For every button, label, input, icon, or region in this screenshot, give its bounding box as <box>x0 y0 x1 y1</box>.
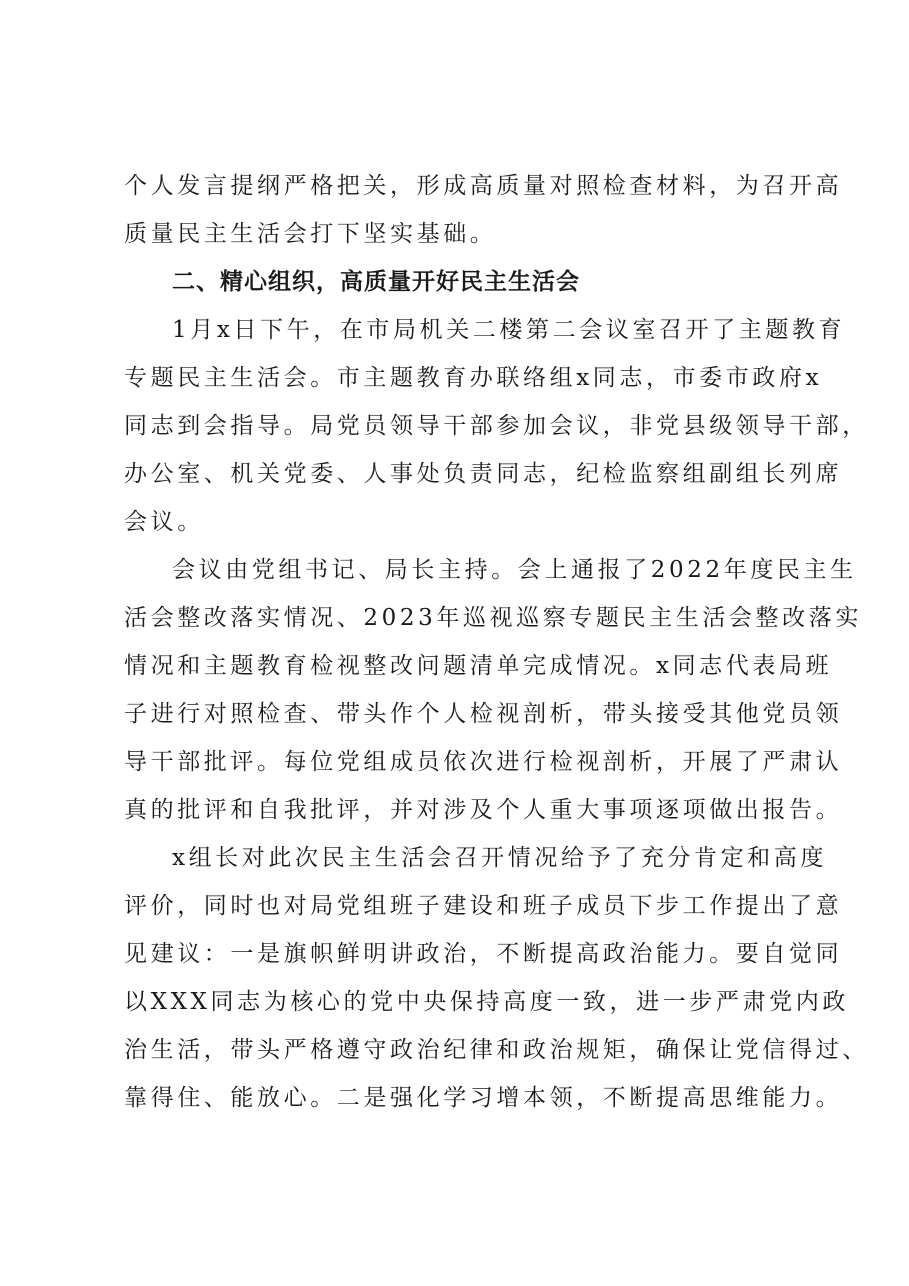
paragraph-line: 1月x日下午，在市局机关二楼第二会议室召开了主题教育 <box>172 317 846 343</box>
paragraph-line: 个人发言提纲严格把关，形成高质量对照检查材料，为召开高 <box>124 173 843 199</box>
paragraph-line: 活会整改落实情况、2023年巡视巡察专题民主生活会整改落实 <box>124 605 862 631</box>
paragraph-line: 情况和主题教育检视整改问题清单完成情况。x同志代表局班 <box>124 653 833 679</box>
paragraph-line: 见建议：一是旗帜鲜明讲政治，不断提高政治能力。要自觉同 <box>124 941 843 967</box>
paragraph-line: 以XXX同志为核心的党中央保持高度一致，进一步严肃党内政 <box>124 989 849 1015</box>
paragraph-line: 导干部批评。每位党组成员依次进行检视剖析，开展了严肃认 <box>124 749 843 775</box>
paragraph-line: 办公室、机关党委、人事处负责同志，纪检监察组副组长列席 <box>124 461 843 487</box>
paragraph-line: 会议由党组书记、局长主持。会上通报了2022年度民主生 <box>172 557 857 583</box>
paragraph-line: 子进行对照检查、带头作个人检视剖析，带头接受其他党员领 <box>124 701 843 727</box>
paragraph-line: 靠得住、能放心。二是强化学习增本领，不断提高思维能力。 <box>124 1085 843 1111</box>
paragraph-line: 会议。 <box>124 509 204 535</box>
section-heading: 二、精心组织，高质量开好民主生活会 <box>172 269 580 295</box>
paragraph-line: 真的批评和自我批评，并对涉及个人重大事项逐项做出报告。 <box>124 797 843 823</box>
paragraph-line: 质量民主生活会打下坚实基础。 <box>124 221 497 247</box>
paragraph-line: 治生活，带头严格遵守政治纪律和政治规矩，确保让党信得过、 <box>124 1037 869 1063</box>
paragraph-line: 同志到会指导。局党员领导干部参加会议，非党县级领导干部， <box>124 413 869 439</box>
paragraph-line: 评价，同时也对局党组班子建设和班子成员下步工作提出了意 <box>124 893 843 919</box>
paragraph-line: 专题民主生活会。市主题教育办联络组x同志，市委市政府x <box>124 365 823 391</box>
paragraph-line: x组长对此次民主生活会召开情况给予了充分肯定和高度 <box>172 845 827 871</box>
